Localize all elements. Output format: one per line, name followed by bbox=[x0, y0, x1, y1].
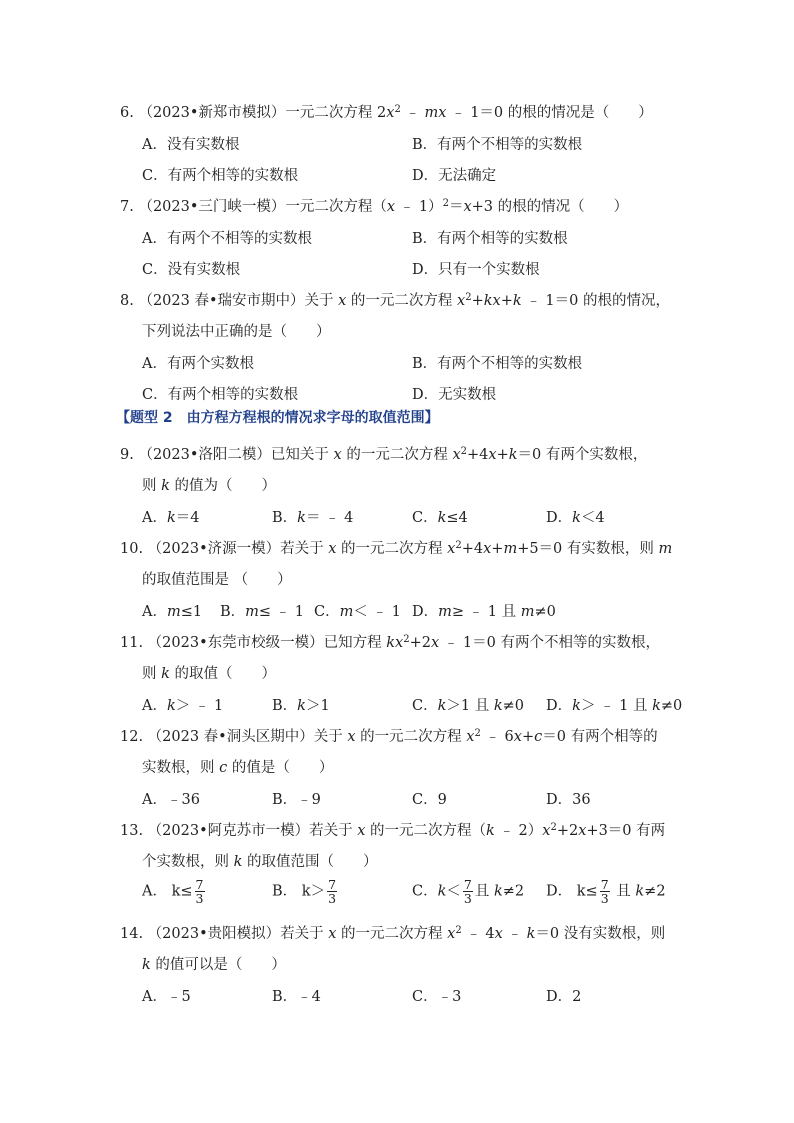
option-a[interactable]: A．﹣5 bbox=[142, 989, 191, 1005]
option-d[interactable]: D．k＞ ﹣ 1 且 k≠0 bbox=[546, 698, 683, 714]
option-d[interactable]: D．k＜4 bbox=[546, 510, 605, 526]
option-b[interactable]: B．﹣9 bbox=[272, 792, 321, 808]
question-9-options bbox=[142, 506, 702, 528]
question-14-line-2: k 的值可以是（ ） bbox=[142, 957, 286, 973]
question-6: 6. （2023•新郑市模拟）一元二次方程 $2x^2$ ﹣ mx ﹣ 1＝0 的根的情况是（ ） bbox=[120, 104, 653, 121]
option-c[interactable]: C．m＜ ﹣ 1 bbox=[314, 604, 401, 620]
option-a[interactable]: A．有两个不相等的实数根 bbox=[142, 231, 312, 247]
question-source: （2023•洛阳二模） bbox=[138, 447, 271, 463]
option-a[interactable]: A．k＞ ﹣ 1 bbox=[142, 698, 224, 714]
option-a[interactable]: A．k＝4 bbox=[142, 510, 200, 526]
section-heading: 【题型 2 由方程方程根的情况求字母的取值范围】 bbox=[116, 410, 439, 426]
option-b[interactable]: B．k＝ ﹣ 4 bbox=[272, 510, 354, 526]
question-14-options bbox=[142, 985, 702, 1007]
question-source: （2023•三门峡一模） bbox=[138, 199, 286, 215]
question-number: 13. bbox=[120, 823, 144, 839]
option-c[interactable]: C．有两个相等的实数根 bbox=[142, 168, 299, 184]
question-10-line-2: 的取值范围是 （ ） bbox=[142, 572, 292, 588]
fraction: $\frac{7}{3}$ bbox=[600, 877, 609, 906]
question-number: 9. bbox=[120, 447, 134, 463]
option-d[interactable]: D．无实数根 bbox=[412, 387, 497, 403]
option-c[interactable]: C．有两个相等的实数根 bbox=[142, 387, 299, 403]
option-a[interactable]: A．有两个实数根 bbox=[142, 356, 254, 372]
question-7: 7. （2023•三门峡一模）一元二次方程（x ﹣ 1）$^2$＝x+3 的根的情况（ ） bbox=[120, 198, 629, 215]
option-c[interactable]: C．没有实数根 bbox=[142, 262, 241, 278]
fraction: $\frac{7}{3}$ bbox=[328, 877, 337, 906]
option-b[interactable]: B．有两个相等的实数根 bbox=[412, 231, 568, 247]
question-number: 10. bbox=[120, 541, 144, 557]
question-8-line-2: 下列说法中正确的是（ ） bbox=[142, 324, 331, 340]
option-b[interactable]: B．﹣4 bbox=[272, 989, 321, 1005]
option-c[interactable]: C．k≤4 bbox=[412, 510, 468, 526]
question-number: 8. bbox=[120, 293, 134, 309]
option-a[interactable]: A．﹣36 bbox=[142, 792, 200, 808]
question-number: 14. bbox=[120, 926, 144, 942]
option-c[interactable]: C．9 bbox=[412, 792, 447, 808]
question-7-options bbox=[142, 227, 702, 249]
question-6-options bbox=[142, 133, 702, 155]
question-11: 11. （2023•东莞市校级一模）已知方程 $kx^2+2x$ ﹣ 1＝0 有两个不相等的实数根， bbox=[120, 634, 660, 651]
question-13-options bbox=[142, 878, 702, 908]
question-7-options-2 bbox=[142, 258, 702, 280]
option-b[interactable]: B．有两个不相等的实数根 bbox=[412, 137, 583, 153]
option-a[interactable]: A．没有实数根 bbox=[142, 137, 240, 153]
option-d[interactable]: D．36 bbox=[546, 792, 591, 808]
question-source: （2023•阿克苏市一模） bbox=[147, 823, 310, 839]
option-a[interactable]: A．m≤1 bbox=[142, 604, 203, 620]
option-d[interactable]: D．无法确定 bbox=[412, 168, 497, 184]
fraction: $\frac{7}{3}$ bbox=[463, 877, 472, 906]
fraction: $\frac{7}{3}$ bbox=[195, 877, 204, 906]
question-11-line-2: 则 k 的取值（ ） bbox=[142, 666, 277, 682]
question-10: 10. （2023•济源一模）若关于 x 的一元二次方程 $x^2+4x+m+5=0$ 有实数根，则 m bbox=[120, 540, 673, 557]
option-b[interactable]: B．k＞1 bbox=[272, 698, 330, 714]
question-9: 9. （2023•洛阳二模）已知关于 x 的一元二次方程 $x^2+4x+k=0$ 有两个实数根， bbox=[120, 446, 648, 463]
question-number: 12. bbox=[120, 729, 144, 745]
question-14: 14. （2023•贵阳模拟）若关于 x 的一元二次方程 $x^2$ ﹣ 4x ﹣ k＝0 没有实数根，则 bbox=[120, 925, 666, 942]
option-a[interactable]: A． k≤ $\frac{7}{3}$ bbox=[142, 877, 204, 906]
option-c[interactable]: C．k＜ $\frac{7}{3}$ 且 k≠2 bbox=[412, 877, 525, 906]
option-d[interactable]: D． k≤ $\frac{7}{3}$ 且 k≠2 bbox=[546, 877, 666, 906]
option-b[interactable]: B．有两个不相等的实数根 bbox=[412, 356, 583, 372]
option-d[interactable]: D．只有一个实数根 bbox=[412, 262, 540, 278]
question-8-options-2 bbox=[142, 383, 702, 405]
option-c[interactable]: C．k＞1 且 k≠0 bbox=[412, 698, 525, 714]
option-d[interactable]: D．m≥ ﹣ 1 且 m≠0 bbox=[412, 604, 556, 620]
question-8-options bbox=[142, 352, 702, 374]
question-9-line-2: 则 k 的值为（ ） bbox=[142, 478, 277, 494]
question-13-line-2: 个实数根，则 k 的取值范围（ ） bbox=[142, 854, 378, 870]
option-d[interactable]: D．2 bbox=[546, 989, 582, 1005]
question-11-options bbox=[142, 694, 702, 716]
question-source: （2023•东莞市校级一模） bbox=[147, 635, 324, 651]
question-source: （2023•新郑市模拟） bbox=[138, 105, 286, 121]
question-number: 11. bbox=[120, 635, 144, 651]
question-source: （2023•贵阳模拟） bbox=[147, 926, 281, 942]
question-12-line-2: 实数根，则 c 的值是（ ） bbox=[142, 760, 334, 776]
question-number: 6. bbox=[120, 105, 134, 121]
question-13: 13. （2023•阿克苏市一模）若关于 x 的一元二次方程（k ﹣ $2)x^2+2x+3=0$ 有两 bbox=[120, 822, 666, 839]
question-source: （2023 春•瑞安市期中） bbox=[138, 293, 305, 309]
question-number: 7. bbox=[120, 199, 134, 215]
option-b[interactable]: B．m≤ ﹣ 1 bbox=[220, 604, 304, 620]
question-10-options bbox=[142, 600, 702, 622]
question-source: （2023 春•洞头区期中） bbox=[147, 729, 314, 745]
option-b[interactable]: B． k＞ $\frac{7}{3}$ bbox=[272, 877, 337, 906]
question-12: 12. （2023 春•洞头区期中）关于 x 的一元二次方程 $x^2$ ﹣ 6x+c＝0 有两个相等的 bbox=[120, 728, 658, 745]
question-source: （2023•济源一模） bbox=[147, 541, 281, 557]
question-8: 8. （2023 春•瑞安市期中）关于 x 的一元二次方程 $x^2+kx+k$ ﹣ 1＝0 的根的情况， bbox=[120, 292, 670, 309]
question-6-options-2 bbox=[142, 164, 702, 186]
question-12-options bbox=[142, 788, 702, 810]
option-c[interactable]: C．﹣3 bbox=[412, 989, 462, 1005]
